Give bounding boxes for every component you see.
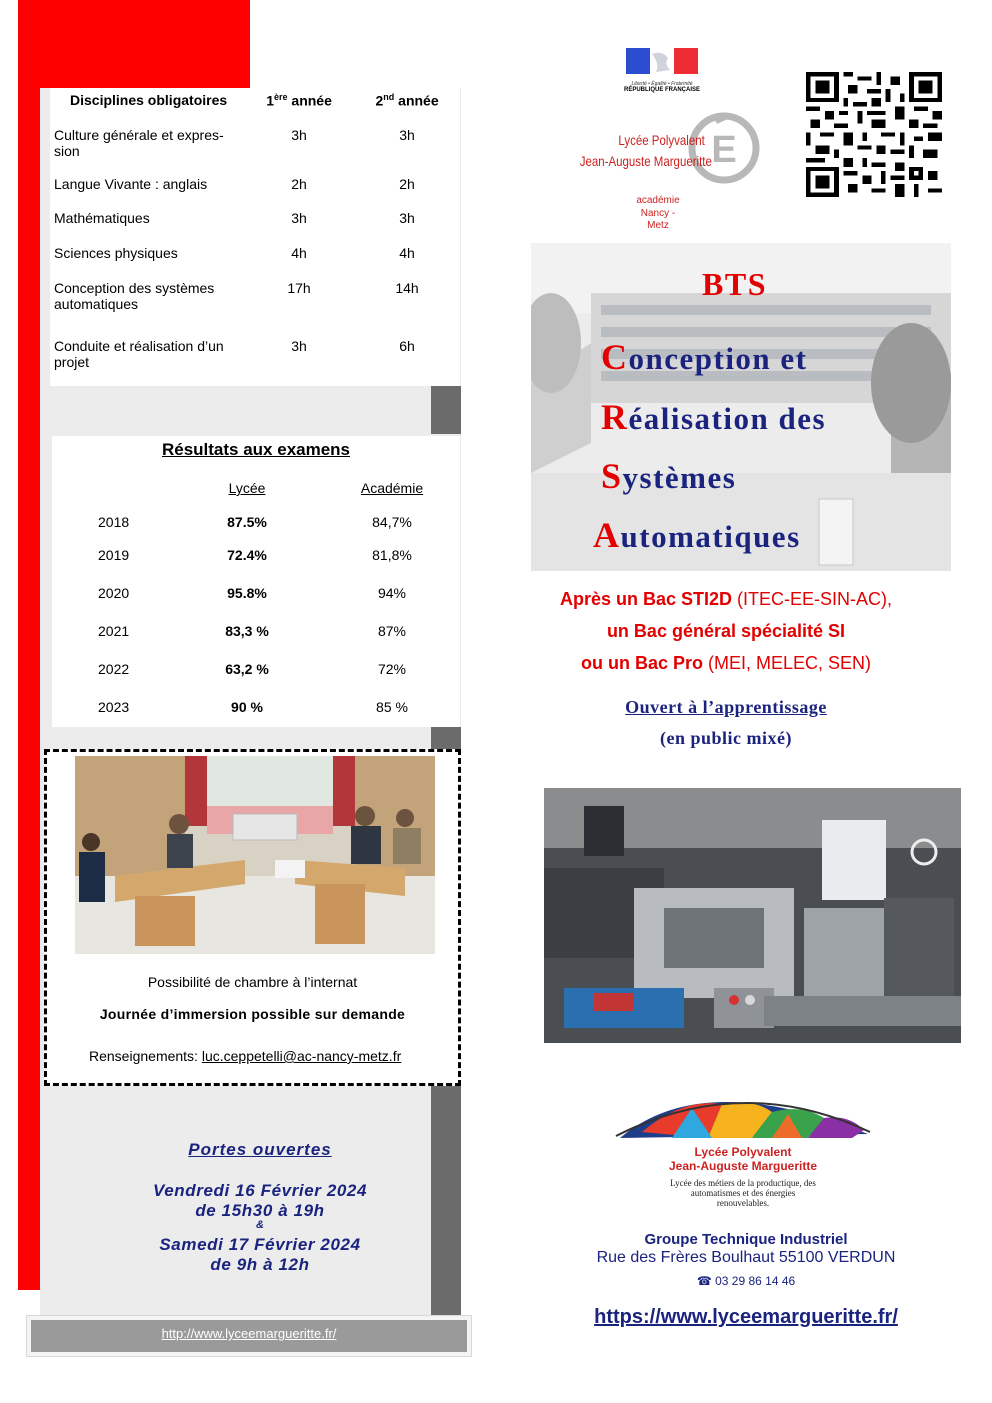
info-label: Renseignements: [89,1048,202,1064]
academie-rate: 81,8% [372,547,412,563]
hours-cell: 3h [291,126,307,143]
logo2-tagline-2: automatismes et des énergies [690,1188,796,1198]
contact-info [89,1048,401,1064]
phone-icon: ☎ [696,1274,712,1288]
academie-rate: 85 % [376,699,408,715]
results-table [52,436,460,727]
subject-cell: Culture générale et expres-sion [54,126,224,159]
hours-cell: 4h [291,244,307,261]
bts-title: BTS [702,266,767,302]
admission-line-2: un Bac général spécialité SI [606,621,846,641]
lycee-column-header: Lycée [228,480,266,496]
portes-ouvertes-title: Portes ouvertes [188,1140,332,1159]
year2-header: 2nd année [375,92,439,109]
dark-accent-bar [431,727,461,749]
academie-rate: 87% [377,623,407,639]
open-day-date-2: Samedi 17 Février 2024 [159,1235,361,1254]
open-day-time-1: de 15h30 à 19h [195,1201,325,1220]
table-row [50,176,460,210]
bts-word-automatiques: Automatiques [593,515,801,555]
subject-cell: Mathématiques [54,209,150,226]
open-day-date-1: Vendredi 16 Février 2024 [152,1181,368,1200]
dark-accent-bar [431,386,461,434]
logo2-line-2: Jean-Auguste Margueritte [668,1159,818,1173]
hours-cell: 3h [291,209,307,226]
bottom-url-link[interactable]: http://www.lyceemargueritte.fr/ [161,1326,337,1341]
results-title: Résultats aux examens [161,440,351,459]
lycee-rate: 63,2 % [225,661,269,677]
bts-word-realisation: Réalisation des [601,397,827,437]
subject-cell: Sciences physiques [54,244,178,261]
internat-room-text: Possibilité de chambre à l’internat [147,974,358,990]
email-link[interactable]: luc.ceppetelli@ac-nancy-metz.fr [201,1048,402,1064]
disciplines-header: Disciplines obligatoires [70,92,228,109]
year-cell: 2018 [98,514,130,530]
logo2-tagline-1: Lycée des métiers de la productique, des [670,1178,816,1188]
hours-cell: 17h [287,279,311,296]
logo2-tagline-3: renouvelables. [716,1198,770,1208]
logo2-line-1: Lycée Polyvalent [694,1145,792,1159]
academie-line-2: Nancy - Metz [640,208,676,231]
hours-cell: 2h [291,175,307,192]
lycee-margueritte-logo [612,1078,874,1210]
lycee-logo-line-1: Lycée Polyvalent [618,132,705,148]
hours-cell: 4h [399,244,415,261]
lycee-rate: 83,3 % [225,623,269,639]
academie-rate: 84,7% [372,514,412,530]
academie-line-1: académie [636,195,680,206]
table-row [50,210,460,245]
lycee-rate: 72.4% [227,547,267,563]
academie-rate: 72% [377,661,407,677]
admission-line-1: Après un Bac STI2D (ITEC-EE-SIN-AC), [559,589,893,609]
open-day-and: & [256,1219,264,1231]
hours-cell: 6h [399,337,415,354]
academie-rate: 94% [377,585,407,601]
hours-cell: 3h [399,209,415,226]
red-side-band [18,88,40,1290]
immersion-text: Journée d’immersion possible sur demande [99,1006,406,1022]
year-cell: 2021 [98,623,130,639]
republique-francaise-logo [622,48,702,93]
open-day-time-2: de 9h à 12h [210,1255,310,1274]
apprentissage-line-1: Ouvert à l’apprentissage [625,697,827,717]
subject-cell: Langue Vivante : anglais [54,175,208,192]
bts-word-systemes: Systèmes [601,456,737,496]
hours-cell: 3h [399,126,415,143]
apprentissage-line-2: (en public mixé) [660,728,792,748]
contact-address: Rue des Frères Boulhaut 55100 VERDUN [596,1249,896,1266]
lycee-rate: 87.5% [227,514,267,530]
table-row [50,338,460,370]
contact-phone: ☎ 03 29 86 14 46 [696,1274,796,1288]
bts-word-conception: Conception et [601,337,808,377]
republique-motto: Liberté • Égalité • Fraternité [631,81,693,87]
subject-cell: Conduite et réalisation d’un projet [54,337,224,370]
admission-line-3: ou un Bac Pro (MEI, MELEC, SEN) [580,653,872,673]
bottom-url-bar [31,1320,467,1352]
qr-code-icon[interactable] [806,72,942,197]
table-row [50,280,460,338]
hours-cell: 3h [291,337,307,354]
contact-group: Groupe Technique Industriel [644,1231,848,1248]
hours-cell: 14h [395,279,419,296]
red-corner-band [18,0,250,88]
year1-header: 1ère année [266,92,332,109]
subject-cell: Conception des systèmes automatiques [54,279,215,312]
year-cell: 2019 [98,547,130,563]
lycee-logo-line-2: Jean-Auguste Margueritte [579,153,712,169]
table-row [50,245,460,280]
automation-lab-photo [544,788,961,1043]
year-cell: 2022 [98,661,130,677]
dormitory-photo [75,756,435,954]
lycee-rate: 90 % [231,699,263,715]
year-cell: 2020 [98,585,130,601]
website-link[interactable]: https://www.lyceemargueritte.fr/ [594,1306,898,1328]
hours-cell: 2h [399,175,415,192]
republique-name: RÉPUBLIQUE FRANÇAISE [623,87,700,93]
svg-text:E: E [711,129,737,171]
disciplines-table [50,88,460,386]
lycee-rate: 95.8% [227,585,267,601]
year-cell: 2023 [98,699,130,715]
table-row [50,127,460,176]
academie-column-header: Académie [360,480,424,496]
internat-info-box [44,749,461,1086]
